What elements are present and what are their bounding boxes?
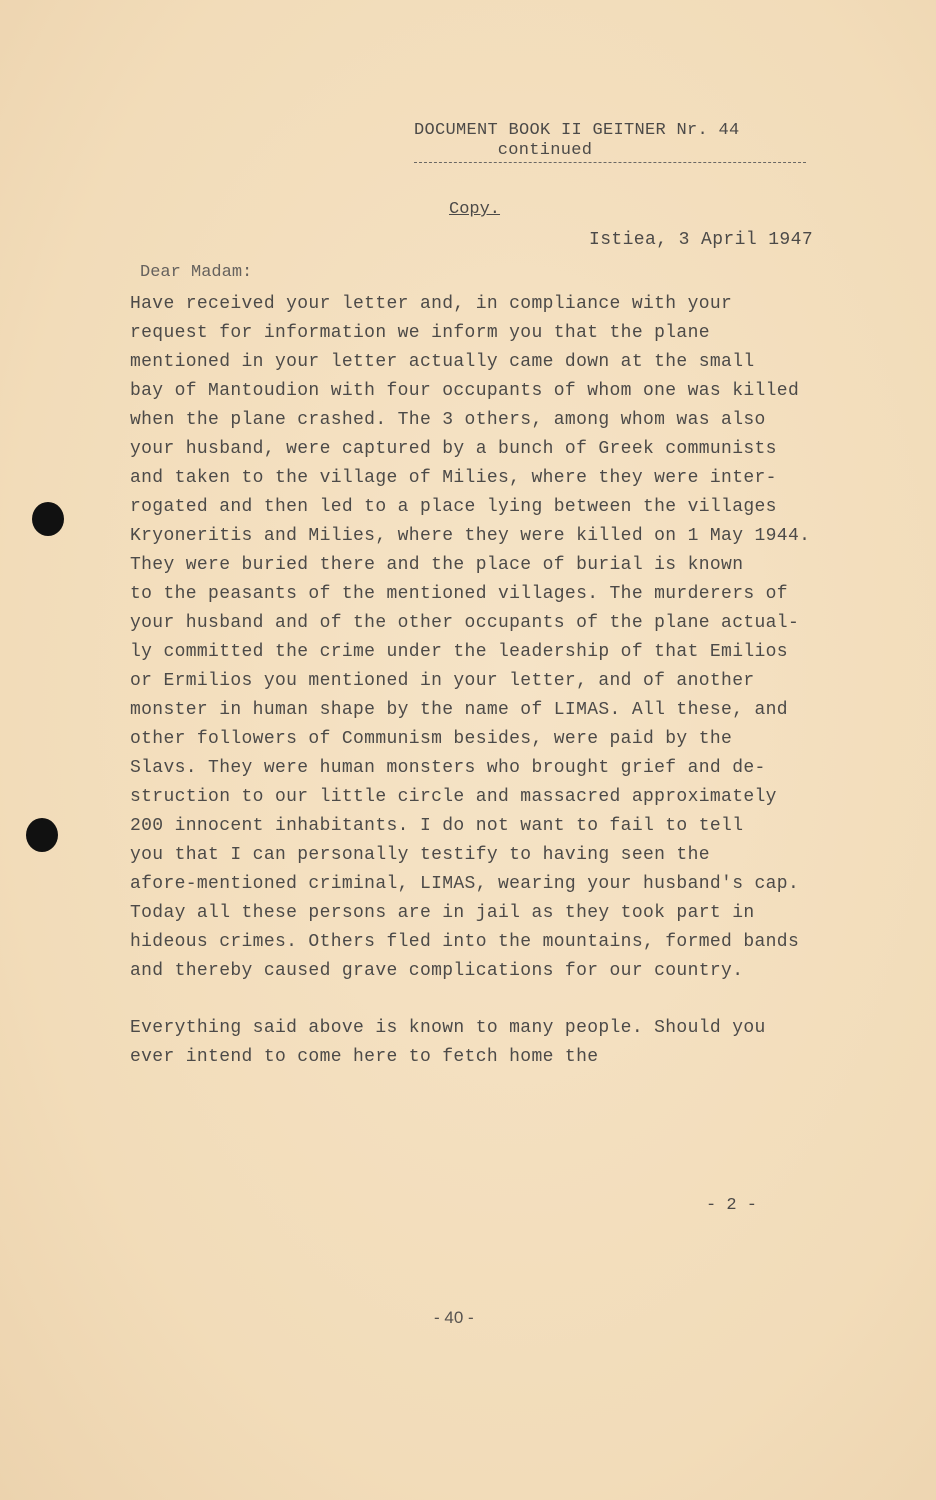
punch-hole-lower: [26, 818, 58, 852]
body-line: when the plane crashed. The 3 others, among whom was also: [130, 410, 766, 430]
header-title: DOCUMENT BOOK II GEITNER Nr. 44: [414, 121, 740, 140]
body-line: 200 innocent inhabitants. I do not want to fail to tell: [130, 816, 744, 836]
body-line: afore-mentioned criminal, LIMAS, wearing your husband's cap.: [130, 874, 800, 894]
place-date: Istiea, 3 April 1947: [589, 230, 814, 250]
body-line: and taken to the village of Milies, where they were inter-: [130, 468, 777, 488]
body-line: hideous crimes. Others fled into the mountains, formed bands: [130, 932, 800, 952]
copy-label: Copy.: [449, 200, 501, 219]
letter-body: [130, 290, 870, 986]
body-line: monster in human shape by the name of LIMAS. All these, and: [130, 700, 788, 720]
body-line: your husband and of the other occupants of the plane actual-: [130, 613, 800, 633]
body-line: Kryoneritis and Milies, where they were killed on 1 May 1944.: [130, 526, 811, 546]
letter-body-continued: [130, 1014, 870, 1072]
body-line: or Ermilios you mentioned in your letter, and of another: [130, 671, 755, 691]
body-line: Everything said above is known to many people. Should you: [130, 1018, 766, 1038]
body-line: your husband, were captured by a bunch of Greek communists: [130, 439, 777, 459]
body-line: Today all these persons are in jail as they took part in: [130, 903, 755, 923]
body-line: Slavs. They were human monsters who brought grief and de-: [130, 758, 766, 778]
body-line: to the peasants of the mentioned villages. The murderers of: [130, 584, 788, 604]
body-line: and thereby caused grave complications for our country.: [130, 961, 744, 981]
body-line: other followers of Communism besides, were paid by the: [130, 729, 733, 749]
body-line: request for information we inform you that the plane: [130, 323, 710, 343]
body-line: rogated and then led to a place lying between the villages: [130, 497, 777, 517]
punch-hole-upper: [32, 502, 64, 536]
body-line: bay of Mantoudion with four occupants of whom one was killed: [130, 381, 800, 401]
body-line: you that I can personally testify to having seen the: [130, 845, 710, 865]
body-line: ly committed the crime under the leadership of that Emilios: [130, 642, 788, 662]
body-line: mentioned in your letter actually came down at the small: [130, 352, 755, 372]
body-line: ever intend to come here to fetch home the: [130, 1047, 599, 1067]
body-line: struction to our little circle and massacred approximately: [130, 787, 777, 807]
salutation: Dear Madam:: [140, 263, 253, 282]
header-continued: continued: [497, 141, 593, 160]
page-number: - 40 -: [434, 1308, 474, 1327]
header-underline: [414, 162, 806, 163]
next-page-marker: - 2 -: [706, 1196, 758, 1215]
document-header: [414, 121, 806, 163]
body-line: Have received your letter and, in compliance with your: [130, 294, 733, 314]
body-line: They were buried there and the place of burial is known: [130, 555, 744, 575]
